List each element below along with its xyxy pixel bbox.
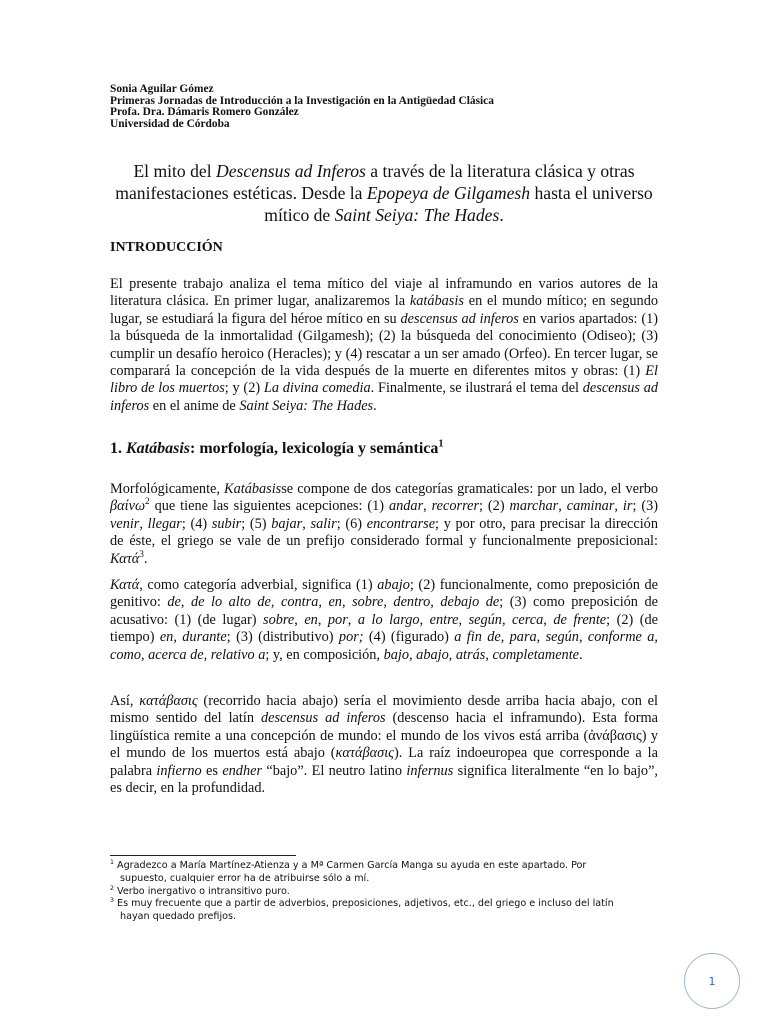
university-name: Universidad de Córdoba [110, 117, 230, 130]
section-heading: 1. Katábasis: morfología, lexicología y semántica$^1$ [110, 438, 444, 457]
footnote: $^2$ Verbo inergativo o intransitivo puro. [110, 884, 290, 897]
intro-paragraph: El presente trabajo analiza el tema mítico del viaje al inframundo en varios autores de la literatura clásica. En primer lugar, analizaremos la katábasis en el mundo mítico; en segundo lugar, se estudiará la figura del héroe mítico en su descensus ad inferos en varios apartados: (1) la búsqueda de la inmortalidad (Gilgamesh); (2) la búsqueda del conocimiento (Odiseo); (3) cumplir un desafío heroico (Heracles); y (4) rescatar a un ser amado (Orfeo). En tercer lugar, se comparará la concepción de la vida después de la muerte en diferentes mitos y obras: (1) El libro de los muertos; y (2) La divina comedia. Finalmente, se ilustrará el tema del descensus ad inferos en el anime de Saint Seiya: The Hades. [110, 276, 659, 414]
paragraph-morphology: Morfológicamente, Katábasisse compone de dos categorías gramaticales: por un lado, el verbo βαίνω$^2$ que tiene las siguientes acepciones: (1) andar, recorrer; (2) marchar, caminar, ir; (3) venir, llegar; (4) subir; (5) bajar, salir; (6) encontrarse; y por otro, para precisar la dirección de éste, el griego se vale de un prefijo considerado formal y funcionalmente preposicional: Κατά$^3$. [110, 481, 659, 567]
footnote-separator [110, 855, 296, 856]
paragraph-katabasis: Así, κατάβασις (recorrido hacia abajo) sería el movimiento desde arriba hacia abajo, con el mismo sentido del latín descensus ad inferos (descenso hacia el inframundo). Esta forma lingüística remite a una concepción de mundo: el mundo de los vivos está arriba (ἀνάβασις) y el mundo de los muertos está abajo (κατάβασις). La raíz indoeuropea que corresponde a la palabra infierno es endher “bajo”. El neutro latino infernus significa literalmente “en lo bajo”, es decir, en la profundidad. [110, 693, 658, 797]
paragraph-kata: Κατά, como categoría adverbial, significa (1) abajo; (2) funcionalmente, como preposición de genitivo: de, de lo alto de, contra, en, sobre, dentro, debajo de; (3) como preposición de acusativo: (1) (de lugar) sobre, en, por, a lo largo, entre, según, cerca, de frente; (2) (de tiempo) en, durante; (3) (distributivo) por; (4) (figurado) a fin de, para, según, conforme a, como, acerca de, relativo a; y, en composición, bajo, abajo, atrás, completamente. [110, 577, 659, 663]
document-title [108, 160, 660, 226]
event-name: Primeras Jornadas de Introducción a la Investigación en la Antigüedad Clásica [110, 94, 494, 107]
title-part: hasta el universo mítico de [264, 183, 653, 225]
title-part: . [499, 205, 504, 225]
author-name: Sonia Aguilar Gómez [110, 83, 214, 95]
author-block [110, 84, 658, 130]
title-italic: Saint Seiya: The Hades [334, 205, 500, 225]
page-number: 1 [684, 953, 740, 1009]
professor-name: Profa. Dra. Dámaris Romero González [110, 106, 299, 119]
title-italic: Epopeya de Gilgamesh [366, 183, 531, 203]
footnote: $^1$ Agradezco a María Martínez-Atienza y a Mª Carmen García Manga su ayuda en este apartado. Por supuesto, cualquier error ha de atribuirse sólo a mí. [110, 858, 587, 884]
footnote: $^3$ Es muy frecuente que a partir de adverbios, preposiciones, adjetivos, etc., del griego e incluso del latín hayan quedado prefijos. [110, 897, 614, 923]
footnote-ref[interactable]: 1 [438, 438, 444, 450]
footnote-ref[interactable]: 3 [139, 549, 144, 560]
footnote-ref[interactable]: 2 [145, 497, 150, 508]
intro-heading: INTRODUCCIÓN [110, 240, 223, 255]
title-part: a través de la literatura clásica y otras manifestaciones estéticas. Desde la [115, 161, 635, 203]
title-part: El mito del [133, 161, 217, 181]
title-italic: Descensus ad Inferos [216, 161, 366, 181]
footnotes [110, 860, 662, 924]
